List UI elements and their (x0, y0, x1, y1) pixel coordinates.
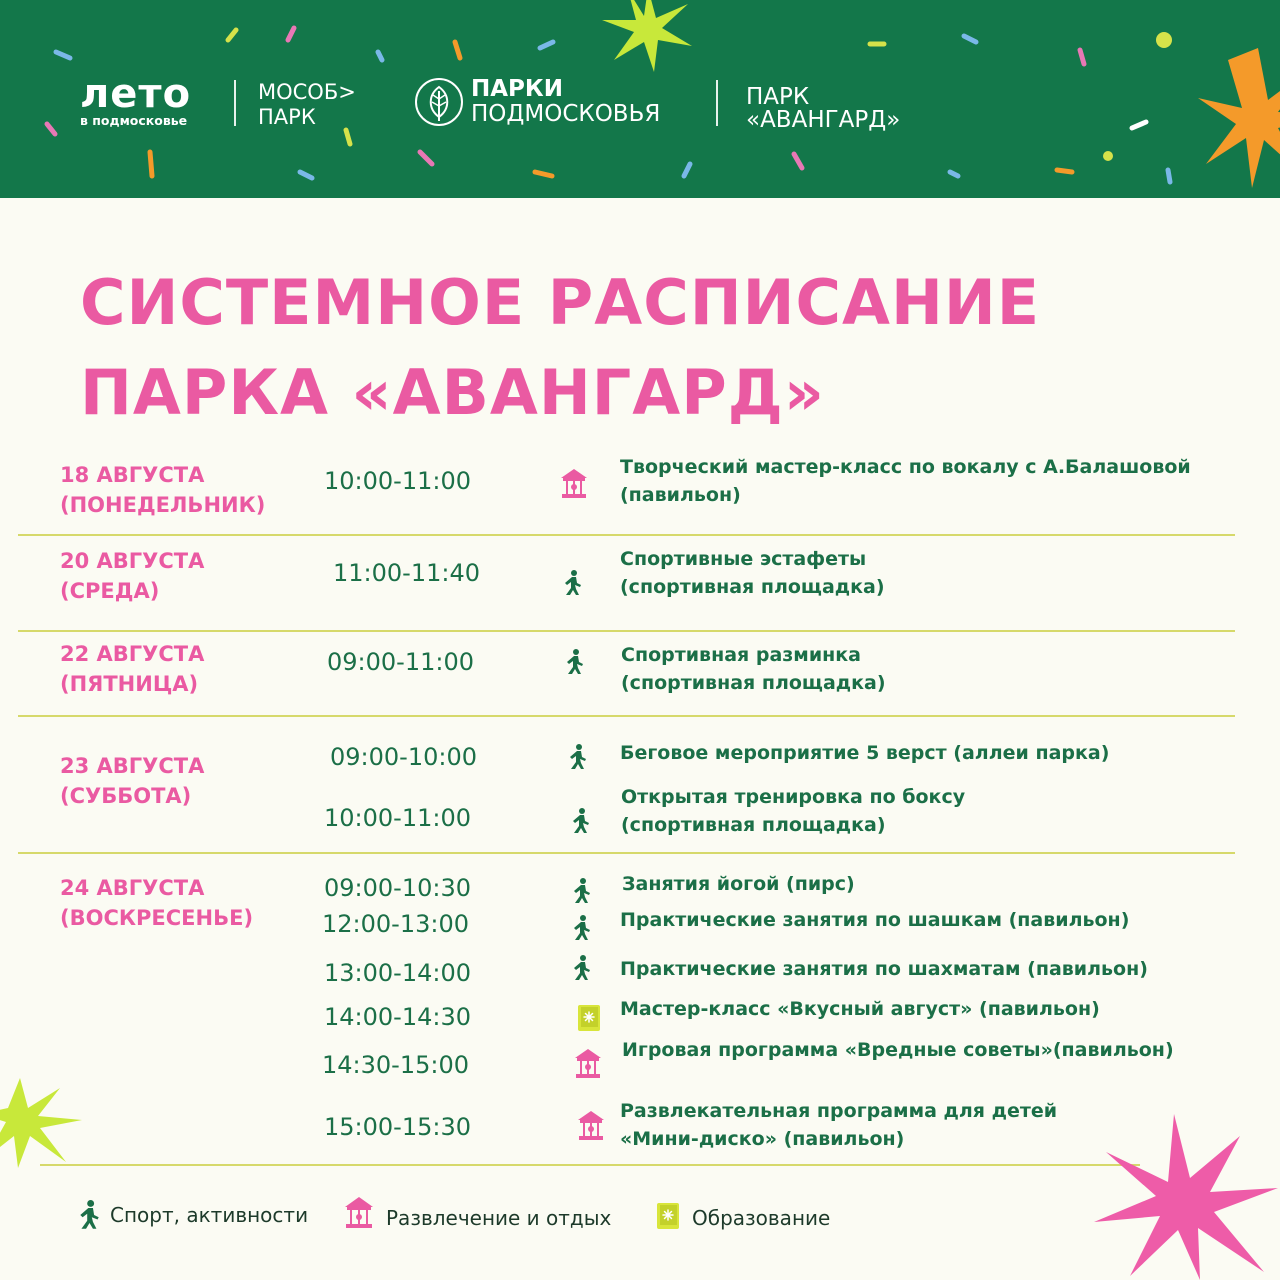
event-title (620, 545, 885, 601)
header-divider (716, 80, 718, 126)
day-label (60, 460, 265, 520)
event-time: 09:00-10:00 (330, 743, 477, 771)
row-divider (18, 852, 1235, 854)
runner-icon (565, 649, 585, 675)
runner-icon (568, 744, 588, 770)
event-title (621, 641, 886, 697)
event-line2: (павильон) (620, 484, 741, 506)
leto-logo (80, 71, 192, 128)
event-line1: Спортивные эстафеты (620, 548, 867, 570)
day-weekday: (ПОНЕДЕЛЬНИК) (60, 493, 266, 517)
event-time: 11:00-11:40 (333, 559, 480, 587)
event-title (622, 1036, 1174, 1064)
event-title (621, 783, 965, 839)
day-date: 18 АВГУСТА (60, 463, 205, 487)
event-line1: Мастер-класс «Вкусный август» (павильон) (620, 998, 1100, 1020)
legend-education-label: Образование (692, 1206, 831, 1230)
event-time: 14:30-15:00 (322, 1051, 469, 1079)
header-banner (0, 0, 1280, 198)
event-time: 14:00-14:30 (324, 1003, 471, 1031)
star-decoration (1090, 1112, 1280, 1280)
day-label (60, 639, 204, 699)
event-time: 13:00-14:00 (324, 959, 471, 987)
event-line1: Развлекательная программа для детей (620, 1100, 1058, 1122)
day-label (60, 751, 204, 811)
parki-line1: ПАРКИ (471, 76, 563, 102)
event-title (620, 955, 1148, 983)
runner-icon (572, 955, 592, 981)
event-title (620, 1097, 1057, 1153)
leto-logo-sub: в подмосковье (80, 113, 188, 128)
event-line2: (спортивная площадка) (621, 672, 886, 694)
park-avangard-logo (746, 86, 900, 132)
runner-icon (572, 915, 592, 941)
event-title (620, 453, 1191, 509)
runner-icon (78, 1200, 100, 1232)
day-weekday: (СРЕДА) (60, 579, 160, 603)
event-line1: Практические занятия по шахматам (павильон) (620, 958, 1148, 980)
event-time: 10:00-11:00 (324, 467, 471, 495)
day-date: 20 АВГУСТА (60, 549, 205, 573)
event-title (620, 739, 1109, 767)
event-title (620, 906, 1129, 934)
runner-icon (563, 570, 583, 596)
event-time: 09:00-10:30 (324, 874, 471, 902)
header-divider (234, 80, 236, 126)
carousel-icon (574, 1048, 602, 1080)
event-time: 10:00-11:00 (324, 804, 471, 832)
event-time: 09:00-11:00 (327, 648, 474, 676)
title-line2: ПАРКА «АВАНГАРД» (80, 356, 825, 429)
event-line1: Занятия йогой (пирс) (622, 873, 855, 895)
park-line1: ПАРК (746, 84, 810, 110)
parki-leaf-icon (414, 77, 464, 127)
leto-logo-main: лето (80, 71, 192, 117)
legend-sport-label: Спорт, активности (110, 1203, 309, 1227)
event-title (622, 870, 855, 898)
event-line1: Беговое мероприятие 5 верст (аллеи парка) (620, 742, 1110, 764)
parki-logo (471, 77, 660, 127)
book-icon (577, 1004, 601, 1032)
event-title (620, 995, 1100, 1023)
day-weekday: (ПЯТНИЦА) (60, 672, 199, 696)
runner-icon (572, 878, 592, 904)
event-line1: Игровая программа «Вредные советы»(павильон) (622, 1039, 1174, 1061)
event-time: 15:00-15:30 (324, 1113, 471, 1141)
day-label (60, 546, 204, 606)
day-label (60, 873, 253, 933)
event-line1: Спортивная разминка (621, 644, 861, 666)
event-time: 12:00-13:00 (322, 910, 469, 938)
title-line1: СИСТЕМНОЕ РАСПИСАНИЕ (80, 266, 1041, 339)
row-divider (18, 715, 1235, 717)
row-divider (18, 630, 1235, 632)
event-line1: Творческий мастер-класс по вокалу с А.Балашовой (620, 456, 1191, 478)
legend-entertainment-label: Развлечение и отдых (386, 1206, 612, 1230)
day-date: 23 АВГУСТА (60, 754, 205, 778)
event-line1: Открытая тренировка по боксу (621, 786, 966, 808)
day-date: 22 АВГУСТА (60, 642, 205, 666)
event-line2: (спортивная площадка) (621, 814, 886, 836)
star-decoration (0, 1078, 90, 1168)
mosobpark-line1: МОСОБ> (258, 80, 356, 104)
book-icon (656, 1202, 680, 1230)
runner-icon (571, 808, 591, 834)
day-weekday: (СУББОТА) (60, 784, 192, 808)
event-line2: «Мини-диско» (павильон) (620, 1128, 905, 1150)
day-date: 24 АВГУСТА (60, 876, 205, 900)
row-divider (18, 534, 1235, 536)
carousel-icon (344, 1196, 374, 1230)
event-line2: (спортивная площадка) (620, 576, 885, 598)
parki-line2: ПОДМОСКОВЬЯ (471, 101, 661, 127)
row-divider (40, 1164, 1140, 1166)
mosobpark-line2: ПАРК (258, 105, 316, 129)
mosobpark-logo (258, 80, 356, 130)
carousel-icon (560, 468, 588, 500)
carousel-icon (577, 1110, 605, 1142)
page-title (80, 258, 1040, 438)
event-line1: Практические занятия по шашкам (павильон) (620, 909, 1130, 931)
day-weekday: (ВОСКРЕСЕНЬЕ) (60, 906, 254, 930)
park-line2: «АВАНГАРД» (746, 107, 901, 133)
